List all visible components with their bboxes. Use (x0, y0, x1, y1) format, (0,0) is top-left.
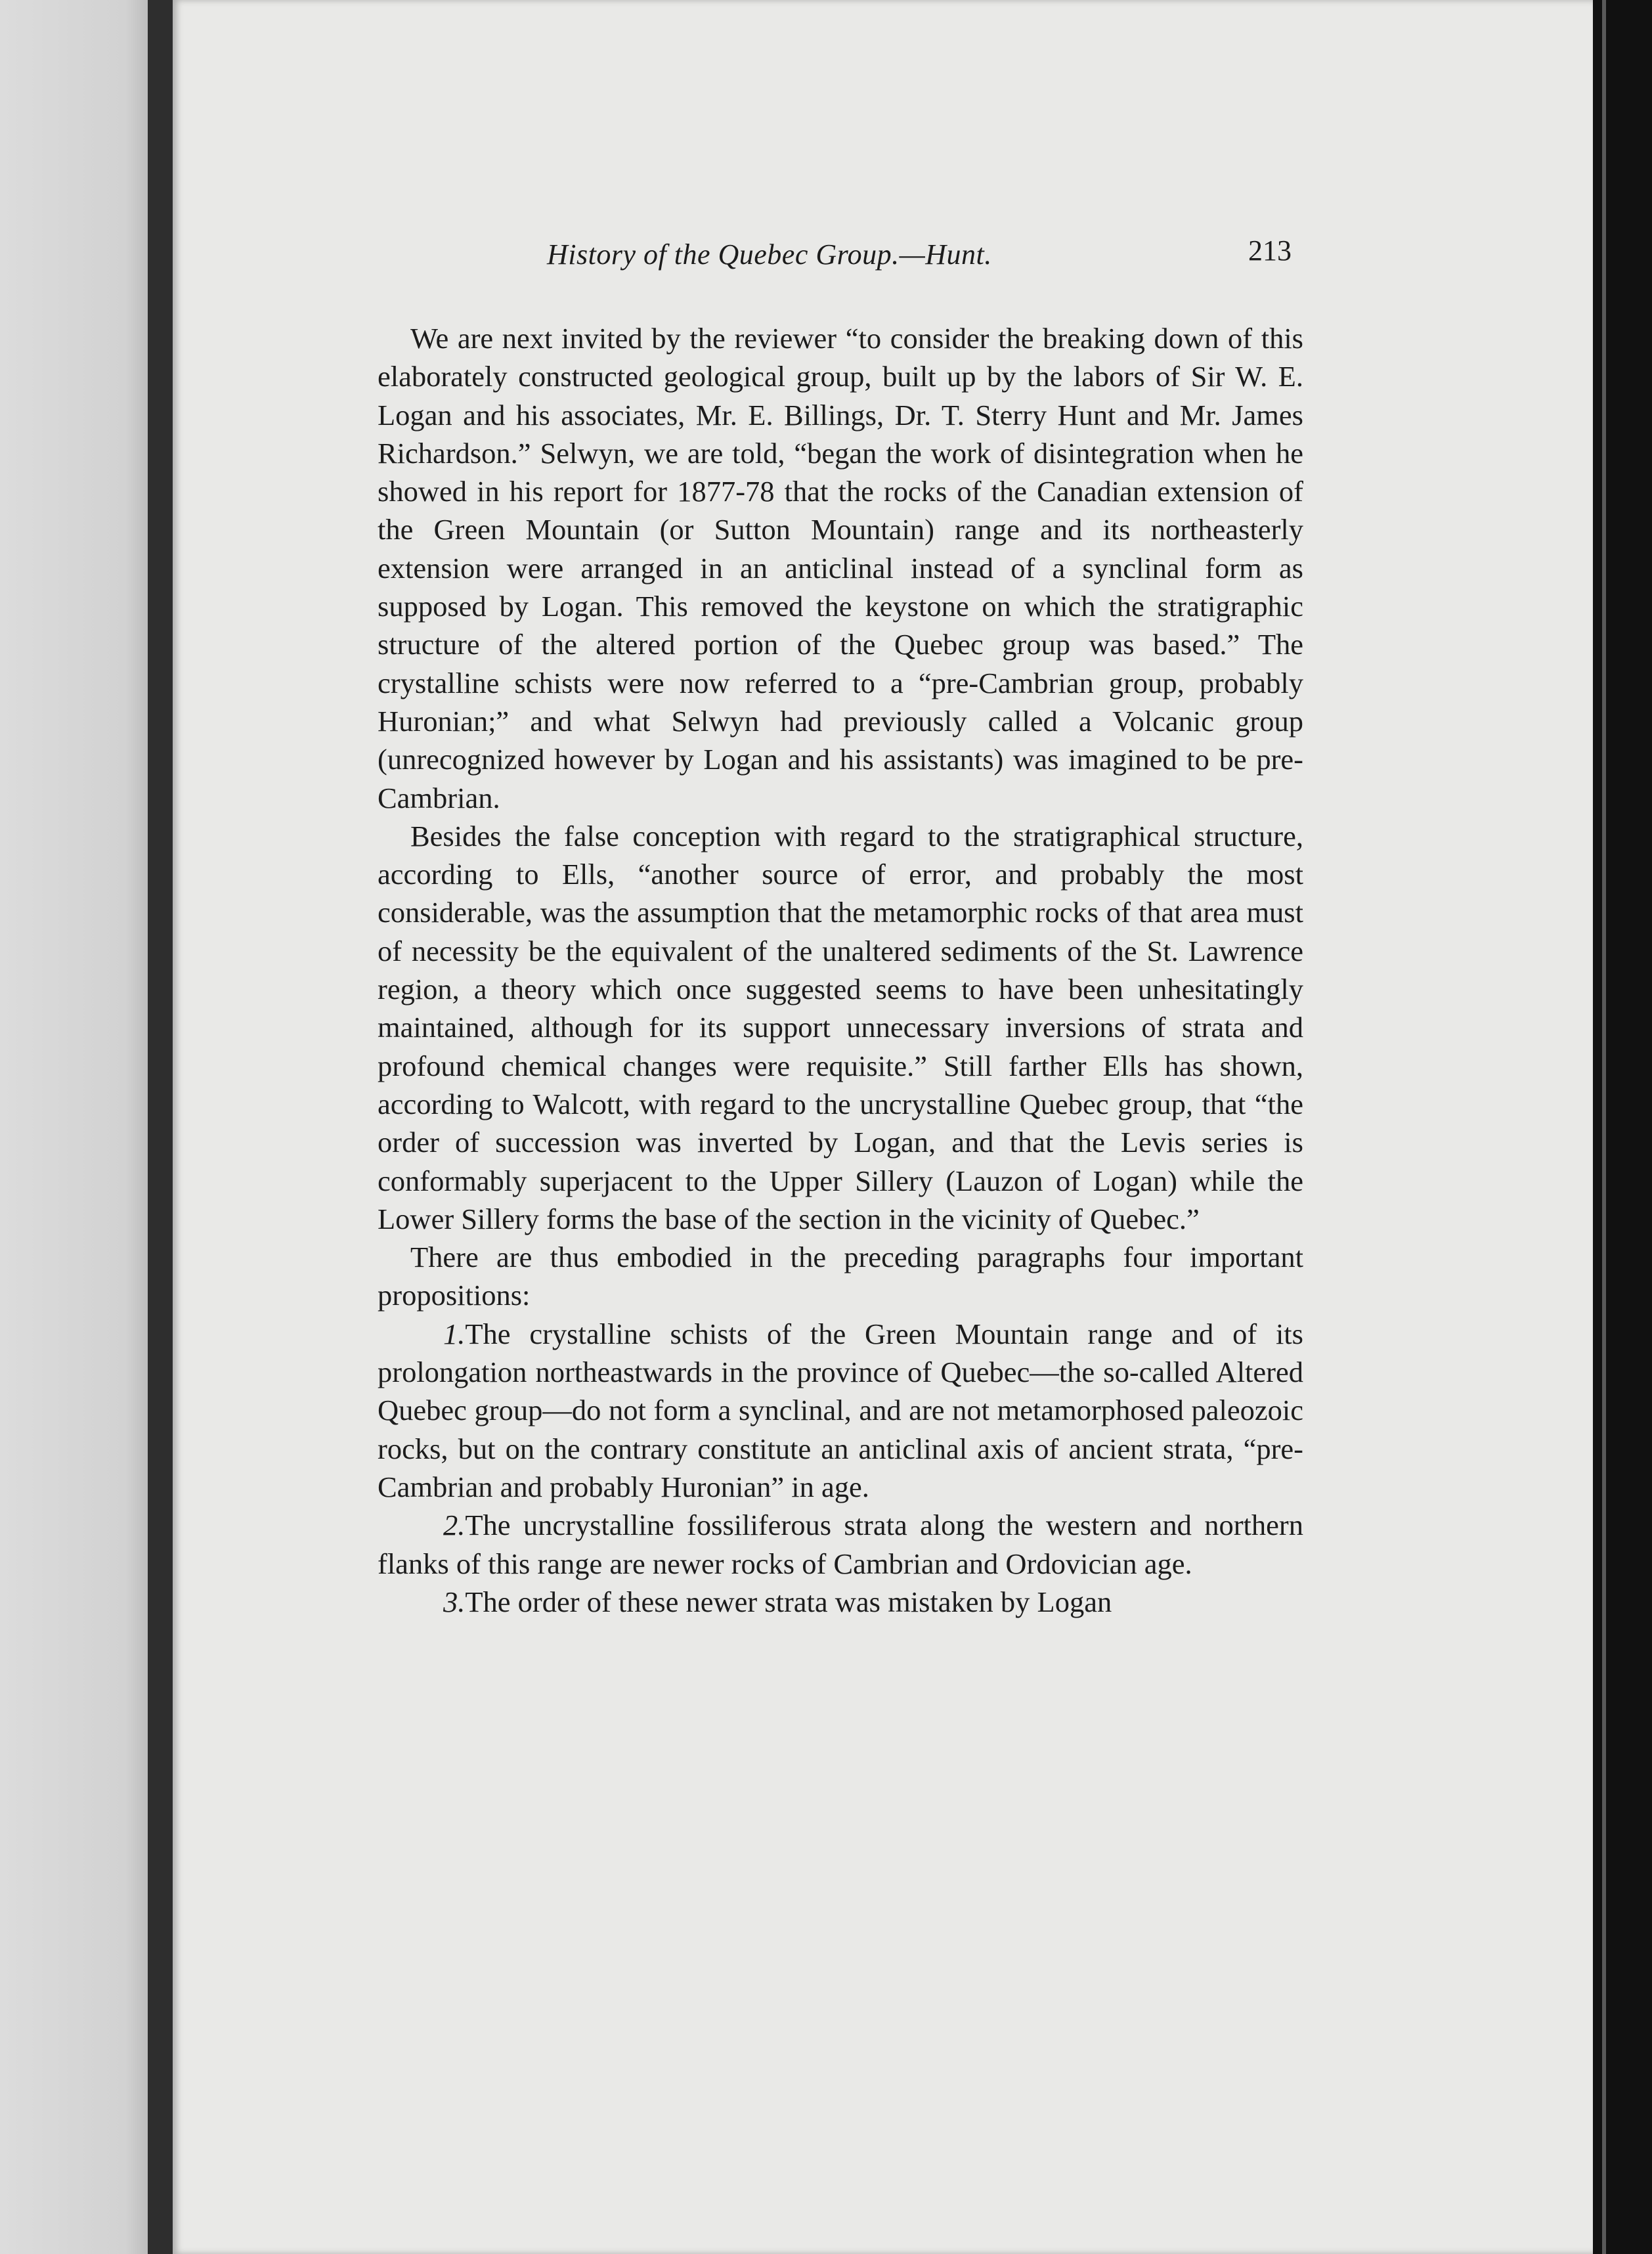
page-text-block (378, 234, 1303, 1621)
proposition-item (378, 1506, 1303, 1583)
body-text (378, 319, 1303, 1621)
paragraph: Besides the false conception with regard to the stratigraphical structure, according to Ells, “another source of error, and probably the most considerable, was the assumption that the metamorphic rocks of that area must of necessity be the equivalent of the unaltered sediments of the St. Lawrence region, a theory which once suggested seems to have been unhesitatingly maintained, although for its support unnecessary inversions of strata and profound chemical changes were requisite.” Still farther Ells has shown, according to Walcott, with regard to the uncrystalline Quebec group, that “the order of succession was inverted by Logan, and that the Levis series is conformably superjacent to the Upper Sillery (Lauzon of Logan) while the Lower Sillery forms the base of the section in the vicinity of Quebec.” (378, 819, 1303, 1235)
proposition-number: 1. (443, 1317, 466, 1350)
page-number: 213 (1248, 234, 1292, 267)
proposition-item (378, 1583, 1303, 1621)
book-gutter (148, 0, 173, 2254)
facing-page-margin (0, 0, 148, 2254)
proposition-number: 2. (443, 1509, 466, 1542)
proposition-item (378, 1315, 1303, 1506)
proposition-number: 3. (443, 1585, 466, 1618)
running-title: History of the Quebec Group.—Hunt. (547, 238, 992, 271)
proposition-text: The order of these newer strata was mistaken by Logan (465, 1585, 1112, 1618)
running-head (378, 234, 1303, 284)
proposition-text: The uncrystalline fossiliferous strata along the western and northern flanks of this range are newer rocks of Cambrian and Ordovician age. (378, 1509, 1303, 1580)
paragraph: We are next invited by the reviewer “to consider the breaking down of this elaborately constructed geological group, built up by the labors of Sir W. E. Logan and his associates, Mr. E. Billings, Dr. T. Sterry Hunt and Mr. James Richardson.” Selwyn, we are told, “began the work of disintegration when he showed in his report for 1877-78 that the rocks of the Canadian extension of the Green Mountain (or Sutton Mountain) range and its northeasterly extension were arranged in an anticlinal instead of a synclinal form as supposed by Logan. This removed the keystone on which the stratigraphic structure of the altered portion of the Quebec group was based.” The crystalline schists were now referred to a “pre-Cambrian group, probably Huronian;” and what Selwyn had previously called a Volcanic group (unrecognized however by Logan and his assistants) was imagined to be pre-Cambrian. (378, 322, 1303, 814)
proposition-text: The crystalline schists of the Green Mountain range and of its prolongation northeastwards in the province of Quebec—the so-called Altered Quebec group—do not form a synclinal, and are not metamorphosed paleozoic rocks, but on the contrary constitute an anticlinal axis of ancient strata, “pre-Cambrian and probably Huronian” in age. (378, 1317, 1303, 1503)
paragraph: There are thus embodied in the preceding paragraphs four important propositions: (378, 1241, 1303, 1312)
page-edge (1593, 0, 1652, 2254)
